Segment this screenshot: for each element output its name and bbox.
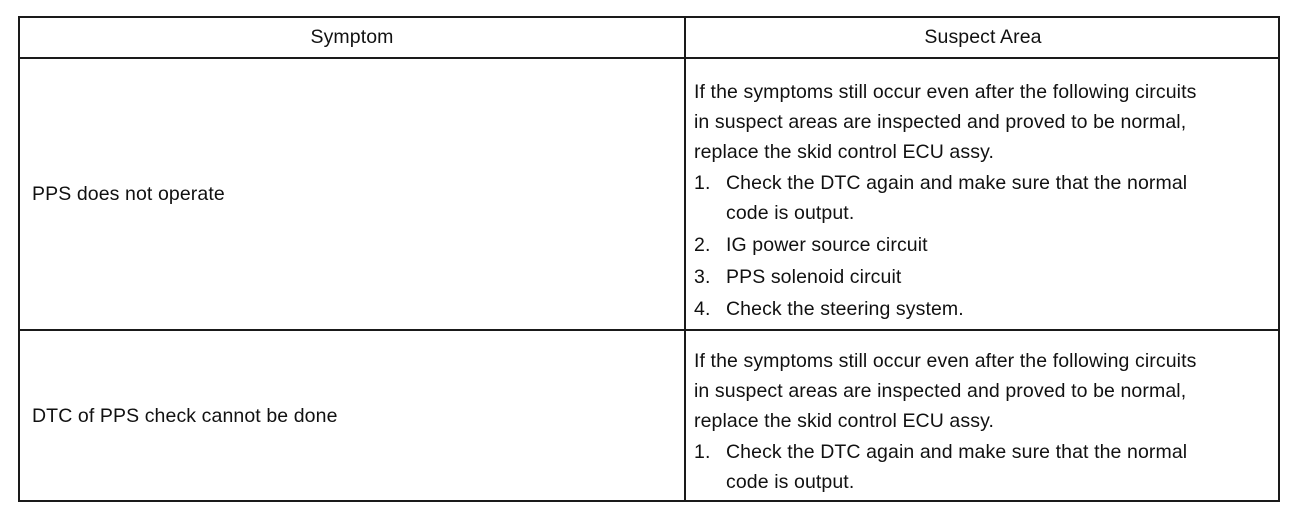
intro-line: replace the skid control ECU assy. [694,141,994,163]
step-text: IG power source circuit [726,234,928,256]
intro-line: replace the skid control ECU assy. [694,410,994,432]
column-divider [684,18,686,500]
header-suspect-area: Suspect Area [924,26,1042,48]
intro-line: in suspect areas are inspected and proved to be normal, [694,380,1187,402]
list-item [694,437,1274,497]
step-text: Check the steering system. [726,298,964,320]
step-text: Check the DTC again and make sure that the normal [726,172,1188,194]
list-item [694,230,1274,260]
symptom-table [18,16,1280,502]
table-row-2-symptom [32,331,672,502]
table-row-1-suspect-area [694,77,1274,324]
step-number: 1. [694,172,711,194]
step-list [694,437,1274,497]
step-number: 1. [694,441,711,463]
intro-line: If the symptoms still occur even after the following circuits [694,350,1197,372]
symptom-text: DTC of PPS check cannot be done [32,405,338,427]
list-item [694,294,1274,324]
symptom-text: PPS does not operate [32,182,225,205]
list-item [694,262,1274,292]
step-number: 2. [694,234,711,256]
step-text: Check the DTC again and make sure that the normal [726,441,1188,463]
list-item [694,168,1274,228]
table-row-1-symptom [32,59,672,329]
intro-line: If the symptoms still occur even after the following circuits [694,81,1197,103]
step-text: code is output. [726,202,855,224]
header-symptom: Symptom [310,26,394,48]
step-number: 4. [694,298,711,320]
step-text: PPS solenoid circuit [726,266,902,288]
step-text: code is output. [726,471,855,493]
table-row-2-suspect-area [694,346,1274,497]
intro-line: in suspect areas are inspected and proved to be normal, [694,111,1187,133]
step-number: 3. [694,266,711,288]
step-list [694,168,1274,324]
